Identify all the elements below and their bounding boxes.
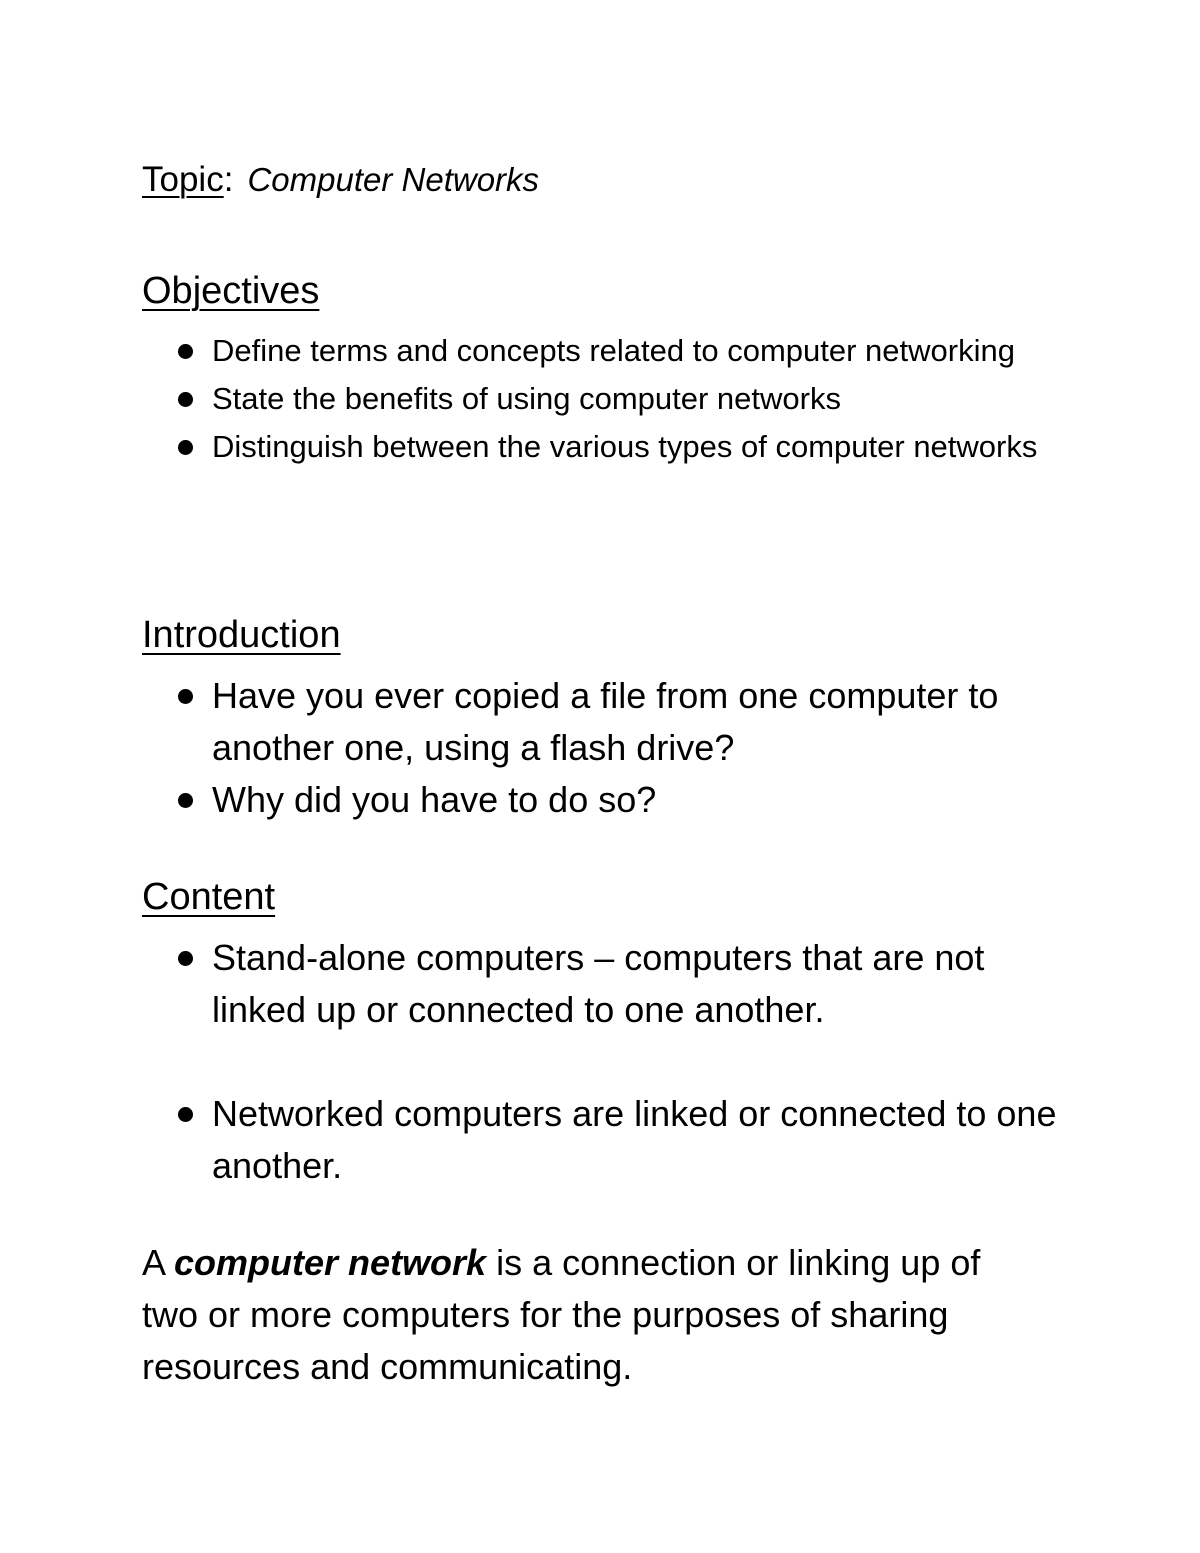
objectives-list [178,327,1048,471]
list-item [178,774,1058,826]
bullet-icon [178,793,193,808]
objective-text: Define terms and concepts related to computer networking [212,333,1015,368]
list-item [178,932,1058,1036]
definition-term: computer network [174,1242,487,1283]
content-heading: Content [142,876,276,918]
objectives-heading: Objectives [142,270,320,312]
list-item [178,423,1048,471]
bullet-icon [178,344,193,359]
content-text: Stand-alone computers – computers that are not linked up or connected to one another. [212,937,985,1030]
bullet-icon [178,951,193,966]
bullet-icon [178,440,193,455]
topic-label: Topic [142,160,224,199]
definition-paragraph [142,1237,1042,1393]
bullet-icon [178,689,193,704]
content-list [178,932,1058,1192]
objective-text: Distinguish between the various types of computer networks [212,429,1038,464]
content-text: Networked computers are linked or connected to one another. [212,1093,1057,1186]
definition-rest: is a connection or linking up of two or more computers for the purposes of sharing resources and communicating. [142,1242,981,1387]
list-item [178,375,1048,423]
list-item [178,327,1048,375]
definition-prefix: A [142,1242,175,1283]
bullet-icon [178,1107,193,1122]
bullet-icon [178,392,193,407]
objective-text: State the benefits of using computer networks [212,381,841,416]
list-item [178,1088,1058,1192]
list-item [178,670,1058,774]
introduction-list [178,670,1058,826]
introduction-text: Have you ever copied a file from one computer to another one, using a flash drive? [212,675,999,768]
introduction-heading: Introduction [142,614,341,656]
topic-colon: : [223,160,234,199]
introduction-text: Why did you have to do so? [212,779,657,820]
topic-value: Computer Networks [247,161,540,198]
topic-line [142,158,539,202]
